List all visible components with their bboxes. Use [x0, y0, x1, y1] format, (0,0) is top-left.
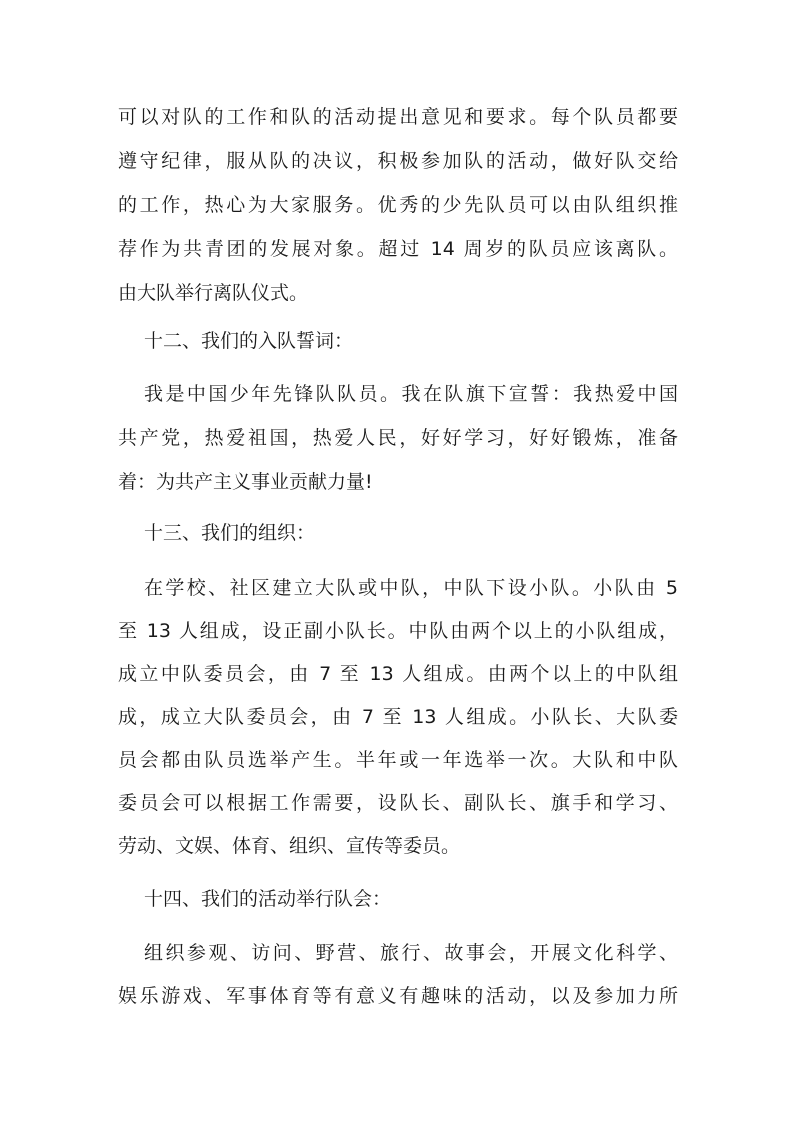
- paragraph-4-line-2: 娱乐游戏、军事体育等有意义有趣味的活动，以及参加力所: [118, 985, 678, 1007]
- paragraph-3-line-5: 员会都由队员选举产生。半年或一年选举一次。大队和中队: [118, 749, 678, 771]
- paragraph-4-line-1: 组织参观、访问、野营、旅行、故事会，开展文化科学、: [144, 942, 678, 964]
- paragraph-3-line-7: 劳动、文娱、体育、组织、宣传等委员。: [118, 835, 461, 857]
- section-heading-14: 十四、我们的活动举行队会：: [144, 888, 392, 910]
- paragraph-2-line-1: 我是中国少年先锋队队员。我在队旗下宣誓：我热爱中国: [144, 383, 678, 405]
- paragraph-1-line-4: 荐作为共青团的发展对象。超过 14 周岁的队员应该离队。: [118, 238, 678, 260]
- paragraph-1-line-2: 遵守纪律，服从队的决议，积极参加队的活动，做好队交给: [118, 150, 678, 172]
- paragraph-3-line-1: 在学校、社区建立大队或中队，中队下设小队。小队由 5: [144, 577, 678, 599]
- paragraph-3-line-3: 成立中队委员会，由 7 至 13 人组成。由两个以上的中队组: [118, 663, 678, 685]
- paragraph-2-line-3: 着：为共产主义事业贡献力量!: [118, 471, 373, 493]
- paragraph-3-line-6: 委员会可以根据工作需要，设队长、副队长、旗手和学习、: [118, 792, 678, 814]
- section-heading-13: 十三、我们的组织：: [144, 522, 316, 544]
- section-heading-12: 十二、我们的入队誓词：: [144, 330, 354, 352]
- paragraph-1-line-1: 可以对队的工作和队的活动提出意见和要求。每个队员都要: [118, 106, 678, 128]
- paragraph-1-line-5: 由大队举行离队仪式。: [118, 282, 309, 304]
- paragraph-3-line-4: 成，成立大队委员会，由 7 至 13 人组成。小队长、大队委: [118, 706, 678, 728]
- paragraph-3-line-2: 至 13 人组成，设正副小队长。中队由两个以上的小队组成，: [118, 620, 678, 642]
- paragraph-1-line-3: 的工作，热心为大家服务。优秀的少先队员可以由队组织推: [118, 194, 678, 216]
- paragraph-2-line-2: 共产党，热爱祖国，热爱人民，好好学习，好好锻炼，准备: [118, 427, 678, 449]
